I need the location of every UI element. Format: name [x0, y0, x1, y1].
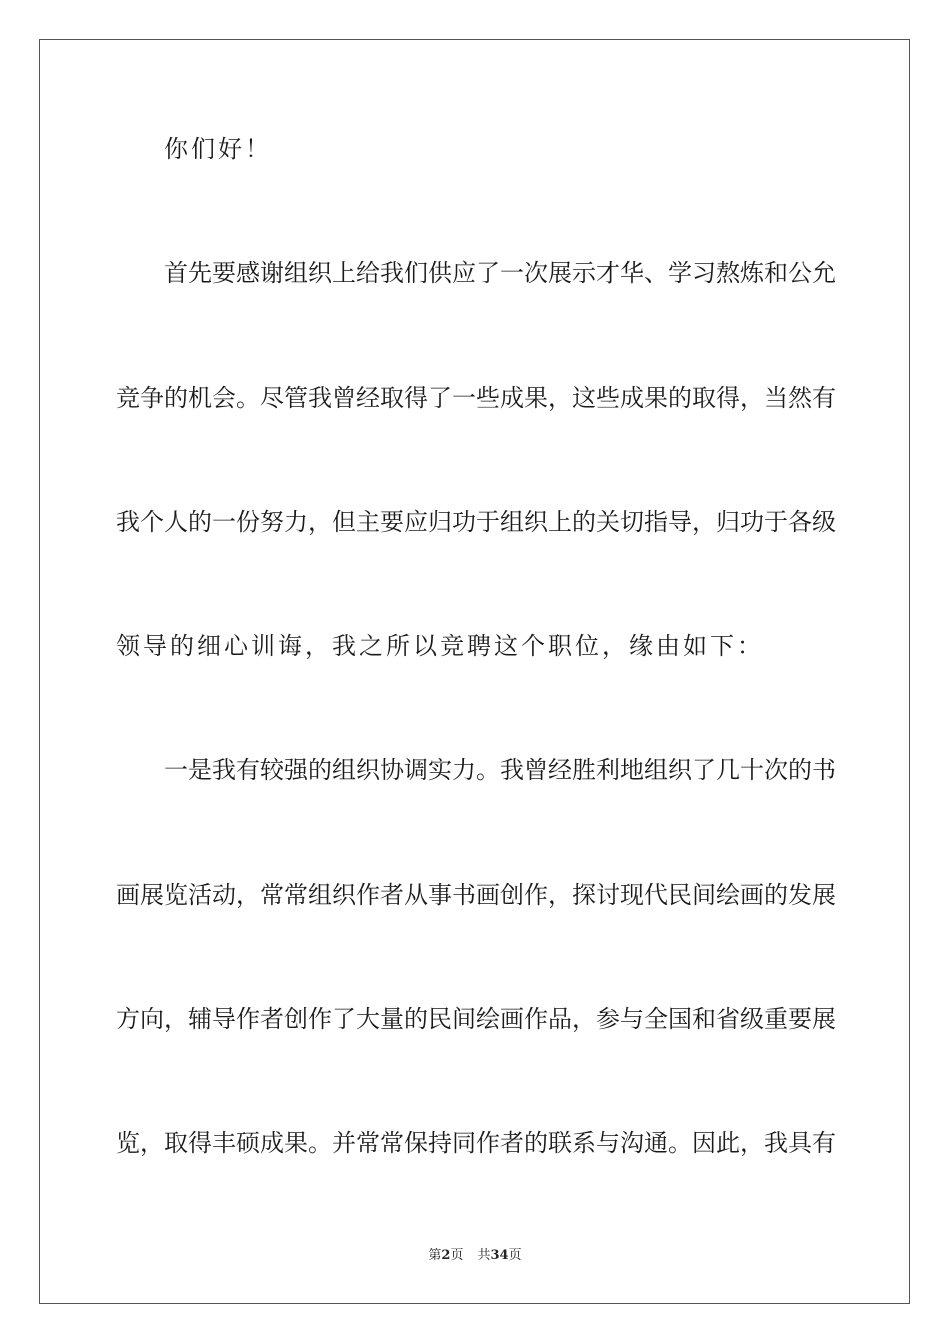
page-number: 2	[441, 1248, 451, 1263]
body-line: 竞争的机会。尽管我曾经取得了一些成果，这些成果的取得，当然有	[116, 384, 836, 412]
greeting-line: 你们好！	[164, 135, 272, 163]
body-line: 方向，辅导作者创作了大量的民间绘画作品，参与全国和省级重要展	[116, 1005, 836, 1033]
page-footer	[0, 1247, 950, 1265]
body-line: 一是我有较强的组织协调实力。我曾经胜利地组织了几十次的书	[164, 756, 836, 784]
page-frame	[39, 39, 910, 1304]
page-prefix: 第	[428, 1248, 442, 1263]
total-suffix: 页	[508, 1248, 522, 1263]
body-line: 领导的细心训诲，我之所以竞聘这个职位，缘由如下：	[116, 632, 764, 660]
total-pages: 34	[490, 1248, 509, 1263]
page-suffix: 页	[450, 1248, 464, 1263]
body-line: 首先要感谢组织上给我们供应了一次展示才华、学习熬炼和公允	[164, 259, 836, 287]
body-line: 画展览活动，常常组织作者从事书画创作，探讨现代民间绘画的发展	[116, 881, 836, 909]
total-prefix: 共	[477, 1248, 491, 1263]
body-line: 览，取得丰硕成果。并常常保持同作者的联系与沟通。因此，我具有	[116, 1129, 836, 1157]
body-line: 我个人的一份努力，但主要应归功于组织上的关切指导，归功于各级	[116, 508, 836, 536]
